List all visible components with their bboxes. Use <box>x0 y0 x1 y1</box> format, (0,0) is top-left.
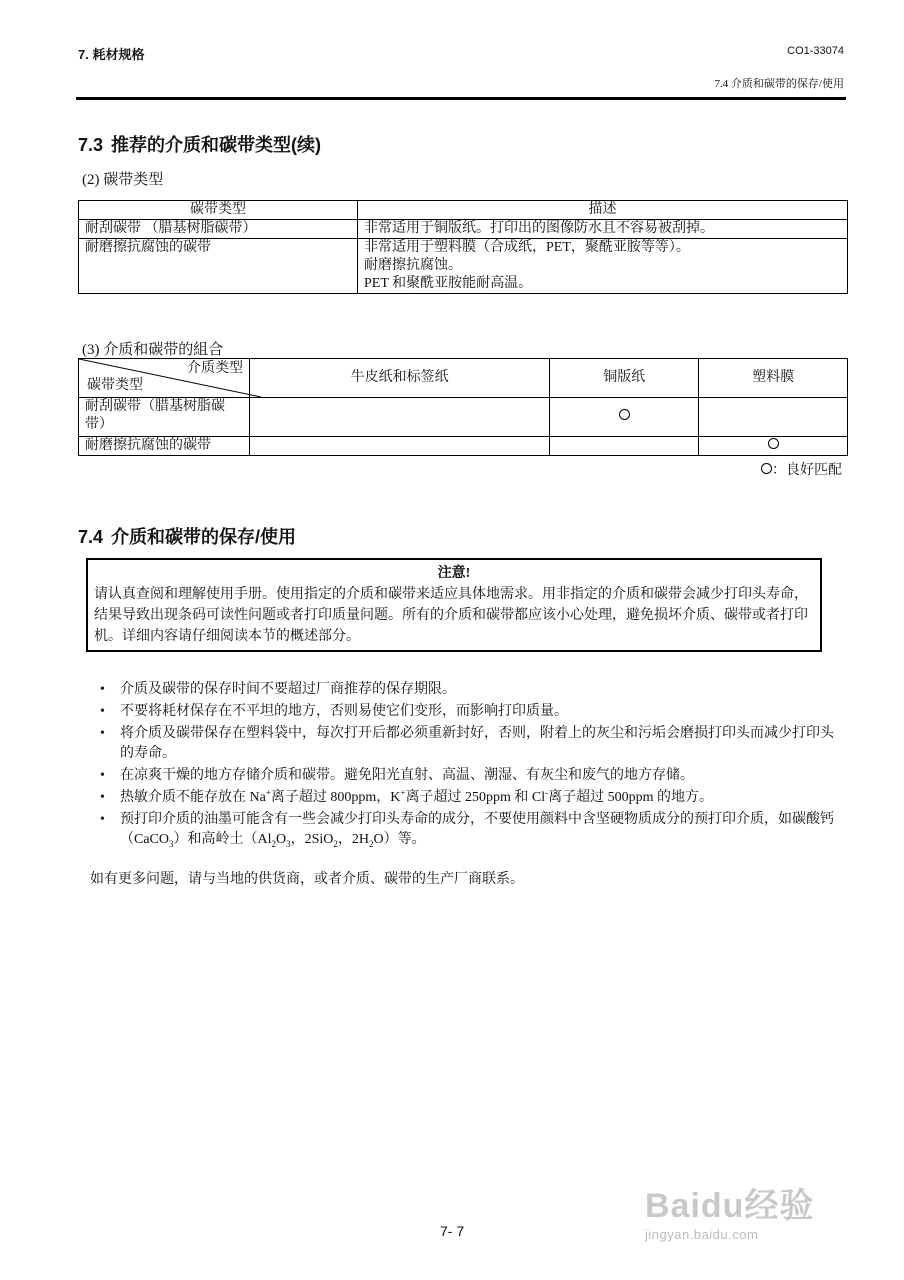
ribbon-type-cell: 耐磨擦抗腐蚀的碳带 <box>79 239 358 294</box>
match-cell <box>250 437 550 456</box>
text-run: ，2SiO <box>290 832 334 847</box>
text-run: ，2H <box>337 832 370 847</box>
text-run: 离子超过 250ppm 和 Cl <box>405 790 546 805</box>
media-ribbon-combo-table <box>78 358 848 456</box>
desc-line: PET 和聚酰亚胺能耐高温。 <box>364 276 533 291</box>
watermark-brand: Baidu经验 <box>645 1187 815 1225</box>
match-cell <box>550 437 699 456</box>
section-ref: 7.4 介质和碳带的保存/使用 <box>714 78 844 90</box>
header-rule <box>76 97 846 100</box>
ribbon-type-label: 碳带类型 <box>87 378 143 393</box>
page-number: 7- 7 <box>440 1223 465 1239</box>
table-row <box>79 398 848 437</box>
good-match-circle-icon <box>768 438 779 449</box>
doc-code: CO1-33074 <box>787 45 844 57</box>
notice-box <box>86 558 822 652</box>
good-match-circle-icon <box>619 409 630 420</box>
table-row <box>79 239 848 294</box>
text-run: 预打印介质的油墨可能含有一些会减少打印头寿命的成分，不要使用颜料中含坚硬物质成分的预打印介质，如碳酸钙（CaCO <box>120 812 834 847</box>
text-run: O <box>276 832 287 847</box>
notice-title: 注意! <box>437 566 471 581</box>
good-match-circle-icon <box>761 463 772 474</box>
media-header-film: 塑料膜 <box>699 359 848 398</box>
ribbon-types-subheading: (2) 碳带类型 <box>82 172 164 188</box>
desc-line: 非常适用于塑料膜（合成纸，PET，聚酰亚胺等等）。 <box>364 240 690 255</box>
subscript: 3 <box>286 838 291 849</box>
match-cell <box>699 437 848 456</box>
legend-text: ：良好匹配 <box>772 463 842 478</box>
subscript: 2 <box>271 838 276 849</box>
column-header: 描述 <box>358 201 848 220</box>
text-run: 离子超过 800ppm，K <box>270 790 401 805</box>
section-73-heading <box>78 131 321 157</box>
superscript: - <box>545 787 549 798</box>
section-number: 7.4 <box>78 527 104 547</box>
superscript: + <box>265 787 271 798</box>
text-run: 热敏介质不能存放在 Na <box>120 790 266 805</box>
list-item: • 不要将耗材保存在不平坦的地方，否则易使它们变形，而影响打印质量。 <box>100 702 840 722</box>
ribbon-desc-cell <box>358 220 848 239</box>
ribbon-name-cell: 耐磨擦抗腐蚀的碳带 <box>79 437 250 456</box>
section-74-heading <box>78 523 296 549</box>
list-item: • 在凉爽干燥的地方存储介质和碳带。避免阳光直射、高温、潮湿、有灰尘和废气的地方存储。 <box>100 766 840 786</box>
baidu-watermark <box>645 1178 814 1242</box>
media-header-coated: 铜版纸 <box>550 359 699 398</box>
ribbon-types-table <box>78 200 848 294</box>
subscript: 2 <box>333 838 338 849</box>
closing-paragraph: 如有更多问题，请与当地的供货商，或者介质、碳带的生产厂商联系。 <box>90 872 524 887</box>
table-header-row <box>79 359 848 398</box>
text-run: 离子超过 500ppm 的地方。 <box>548 790 713 805</box>
list-item: • 介质及碳带的保存时间不要超过厂商推荐的保存期限。 <box>100 680 840 700</box>
table-row <box>79 220 848 239</box>
match-cell <box>550 398 699 437</box>
table-row <box>79 437 848 456</box>
list-item <box>100 810 840 850</box>
ribbon-desc-cell <box>358 239 848 294</box>
section-title: 推荐的介质和碳带类型(续) <box>111 135 322 155</box>
legend <box>761 459 842 479</box>
chapter-title: 7. 耗材规格 <box>78 47 145 62</box>
column-header: 碳带类型 <box>79 201 358 220</box>
notice-body: 请认真查阅和理解使用手册。使用指定的介质和碳带来适应具体地需求。用非指定的介质和碳带会减少打印头寿命，结果导致出现条码可读性问题或者打印质量问题。所有的介质和碳带都应该小心处理，避免损坏介质、碳带或者打印机。详细内容请仔细阅读本节的概述部分。 <box>94 587 808 644</box>
desc-line: 非常适用于铜版纸。打印出的图像防水且不容易被刮掉。 <box>364 221 714 236</box>
ribbon-type-cell: 耐刮碳带 （腊基树脂碳带） <box>79 220 358 239</box>
media-header-kraft: 牛皮纸和标签纸 <box>250 359 550 398</box>
section-number: 7.3 <box>78 135 104 155</box>
text-run: ）和高岭土（Al <box>173 832 272 847</box>
section-title: 介质和碳带的保存/使用 <box>111 527 297 547</box>
subscript: 2 <box>369 838 374 849</box>
table-header-row <box>79 201 848 220</box>
text-run: O）等。 <box>373 832 426 847</box>
ribbon-name-cell: 耐刮碳带（腊基树脂碳带） <box>79 398 250 437</box>
match-cell <box>250 398 550 437</box>
list-item <box>100 788 840 808</box>
watermark-url: jingyan.baidu.com <box>645 1227 759 1242</box>
desc-line: 耐磨擦抗腐蚀。 <box>364 258 462 273</box>
media-type-label: 介质类型 <box>187 361 243 376</box>
combo-subheading: (3) 介质和碳带的組合 <box>82 342 224 358</box>
storage-bullet-list <box>100 680 840 852</box>
superscript: + <box>400 787 406 798</box>
subscript: 3 <box>169 838 174 849</box>
diagonal-header-cell <box>79 359 250 398</box>
match-cell <box>699 398 848 437</box>
list-item: • 将介质及碳带保存在塑料袋中，每次打开后都必须重新封好，否则，附着上的灰尘和污垢会磨损打印头而减少打印头的寿命。 <box>100 724 840 764</box>
